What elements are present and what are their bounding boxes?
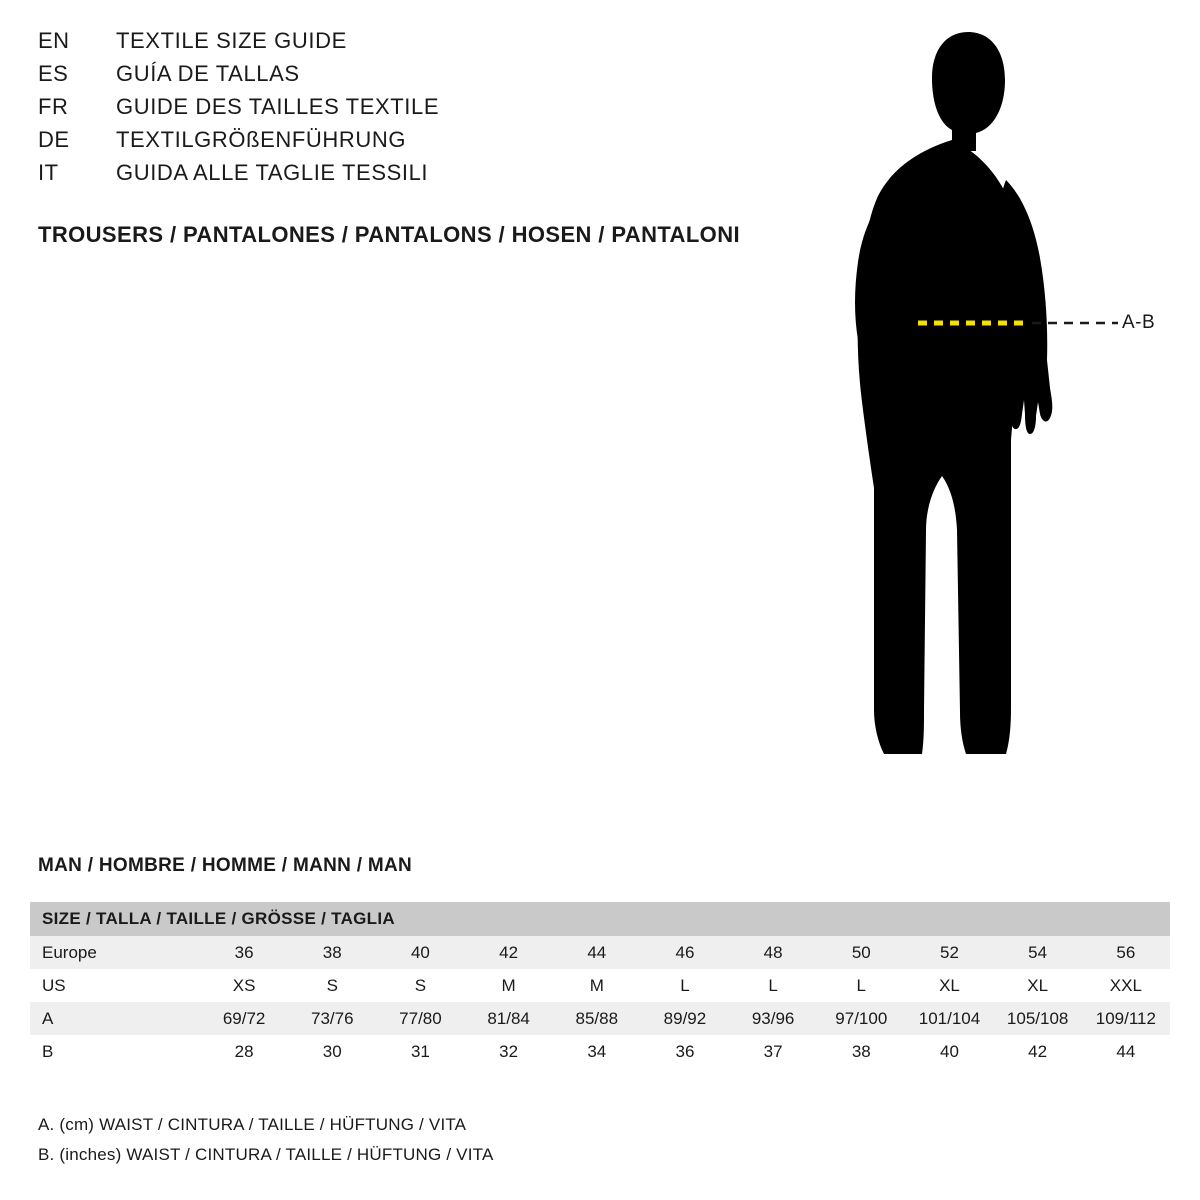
table-cell: 101/104 (905, 1002, 993, 1035)
language-title: TEXTILGRÖßENFÜHRUNG (116, 127, 407, 152)
garment-type-title: TROUSERS / PANTALONES / PANTALONS / HOSEN / PANTALONI (38, 222, 740, 247)
table-cell: 38 (288, 936, 376, 969)
language-code: ES (38, 61, 69, 86)
table-cell: 42 (994, 1035, 1082, 1068)
language-title: GUÍA DE TALLAS (116, 61, 300, 86)
table-cell: 52 (905, 936, 993, 969)
table-cell: L (729, 969, 817, 1002)
table-header-label: SIZE / TALLA / TAILLE / GRÖSSE / TAGLIA (30, 902, 1170, 936)
table-cell: 48 (729, 936, 817, 969)
size-table-wrapper (30, 902, 1170, 1068)
language-row (38, 160, 798, 193)
row-label: A (30, 1002, 200, 1035)
table-cell: 50 (817, 936, 905, 969)
language-title: GUIDA ALLE TAGLIE TESSILI (116, 160, 429, 185)
row-label: US (30, 969, 200, 1002)
table-cell: 81/84 (465, 1002, 553, 1035)
table-cell: L (641, 969, 729, 1002)
table-section-title: MAN / HOMBRE / HOMME / MANN / MAN (38, 855, 413, 876)
table-cell: 69/72 (200, 1002, 288, 1035)
table-cell: 56 (1082, 936, 1170, 969)
table-cell: 54 (994, 936, 1082, 969)
row-label: B (30, 1035, 200, 1068)
language-row (38, 28, 798, 61)
man-silhouette-icon (800, 10, 1200, 810)
table-cell: 85/88 (553, 1002, 641, 1035)
table-cell: 97/100 (817, 1002, 905, 1035)
table-cell: 42 (465, 936, 553, 969)
language-title: GUIDE DES TAILLES TEXTILE (116, 94, 440, 119)
table-cell: 30 (288, 1035, 376, 1068)
table-cell: 46 (641, 936, 729, 969)
table-cell: 44 (1082, 1035, 1170, 1068)
table-cell: L (817, 969, 905, 1002)
table-row (30, 1035, 1170, 1068)
table-cell: XL (905, 969, 993, 1002)
table-cell: 28 (200, 1035, 288, 1068)
table-cell: S (376, 969, 464, 1002)
table-row (30, 1002, 1170, 1035)
table-cell: 93/96 (729, 1002, 817, 1035)
table-cell: 40 (376, 936, 464, 969)
table-cell: 40 (905, 1035, 993, 1068)
table-row (30, 936, 1170, 969)
table-cell: M (465, 969, 553, 1002)
footnote-list (38, 1110, 938, 1170)
table-cell: 105/108 (994, 1002, 1082, 1035)
table-cell: XXL (1082, 969, 1170, 1002)
table-cell: 44 (553, 936, 641, 969)
measurement-label-ab: A-B (1122, 312, 1156, 333)
language-row (38, 94, 798, 127)
table-cell: 36 (200, 936, 288, 969)
table-cell: 36 (641, 1035, 729, 1068)
table-cell: 37 (729, 1035, 817, 1068)
table-cell: XL (994, 969, 1082, 1002)
table-cell: 109/112 (1082, 1002, 1170, 1035)
table-cell: XS (200, 969, 288, 1002)
table-cell: M (553, 969, 641, 1002)
language-list (38, 28, 798, 193)
table-cell: 31 (376, 1035, 464, 1068)
table-cell: S (288, 969, 376, 1002)
language-code: DE (38, 127, 70, 152)
table-cell: 34 (553, 1035, 641, 1068)
language-row (38, 61, 798, 94)
language-code: IT (38, 160, 59, 185)
language-title: TEXTILE SIZE GUIDE (116, 28, 347, 53)
figure-illustration (800, 10, 1200, 810)
language-row (38, 127, 798, 160)
table-cell: 77/80 (376, 1002, 464, 1035)
language-code: EN (38, 28, 70, 53)
table-cell: 73/76 (288, 1002, 376, 1035)
table-cell: 89/92 (641, 1002, 729, 1035)
row-label: Europe (30, 936, 200, 969)
footnote-b: B. (inches) WAIST / CINTURA / TAILLE / HÜFTUNG / VITA (38, 1145, 494, 1164)
table-cell: 32 (465, 1035, 553, 1068)
table-header-row (30, 902, 1170, 936)
language-code: FR (38, 94, 69, 119)
footnote-a: A. (cm) WAIST / CINTURA / TAILLE / HÜFTUNG / VITA (38, 1115, 467, 1134)
size-table (30, 902, 1170, 1068)
table-row (30, 969, 1170, 1002)
table-cell: 38 (817, 1035, 905, 1068)
